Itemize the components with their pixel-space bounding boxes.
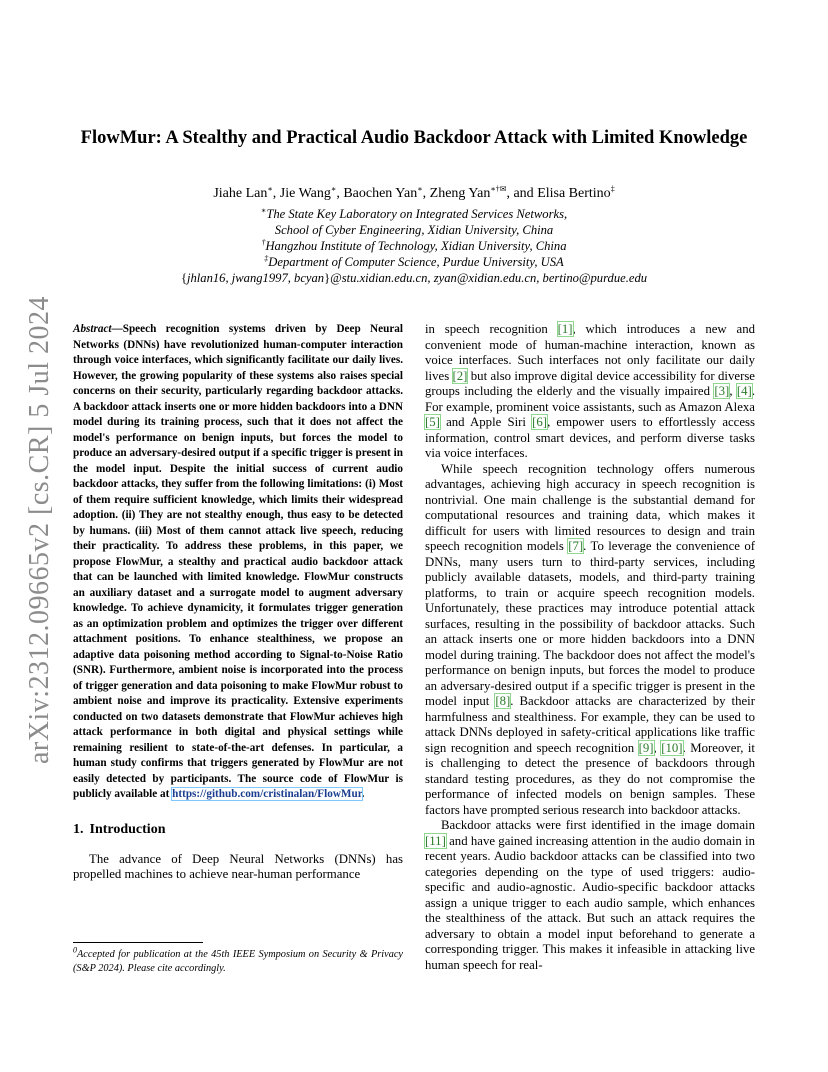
intro-paragraph-2: While speech recognition technology offers numerous advantages, achieving high accuracy in speech recognition is nontrivial. One main challenge is the substantial demand for computational resources and training data, which makes it difficult for users with limited resources to design and train speech recognition models [7]. To leverage the convenience of DNNs, many users turn to third-party services, including publicly available datasets, models, and third-party training platforms, to train or acquire speech recognition models. Unfortunately, these practices may introduce potential attack surfaces, resulting in the possibility of backdoor attacks. Such an attack inserts one or more hidden backdoors into a DNN model during training. The backdoor does not affect the model's performance on benign inputs, but forces the model to produce an adversary-desired output if a specific trigger is present in the model input [8]. Backdoor attacks are characterized by their harmfulness and stealthiness. For example, they can be used to attack DNNs deployed in safety-critical applications like traffic sign recognition and speech recognition [9], [10]. Moreover, it is challenging to detect the presence of backdoors through standard testing procedures, as they do not compromise the performance of infected models on benign samples. These factors have prompted serious research into backdoor attacks.	[425, 461, 755, 817]
section-number: 1.	[73, 821, 84, 837]
abstract-text: —Speech recognition systems driven by Deep Neural Networks (DNNs) have revolutionized human-computer interaction through voice interfaces, which significantly facilitate our daily lives. However, the growing popularity of these systems also raises special concerns on their security, particularly regarding backdoor attacks. A backdoor attack inserts one or more hidden backdoors into a DNN model during its training process, such that it does not affect the model's performance on benign inputs, but forces the model to produce an adversary-desired output if a specific trigger is present in the model input. Despite the initial success of current audio backdoor attacks, they suffer from the following limitations: (i) Most of them require sufficient knowledge, which limits their widespread adoption. (ii) They are not stealthy enough, thus easy to be detected by humans. (iii) Most of them cannot attack live speech, reducing their practicality. To address these problems, in this paper, we propose FlowMur, a stealthy and practical audio backdoor attack that can be launched with limited knowledge. FlowMur constructs an auxiliary dataset and a surrogate model to augment adversary knowledge. To achieve dynamicity, it formulates trigger generation as an optimization problem and optimizes the trigger over different attachment positions. To enhance stealthiness, we propose an adaptive data poisoning method according to Signal-to-Noise Ratio (SNR). Furthermore, ambient noise is incorporated into the process of trigger generation and data poisoning to make FlowMur robust to ambient noise and improve its practicality. Extensive experiments conducted on two datasets demonstrate that FlowMur achieves high attack performance in both digital and physical settings while remaining resilient to state-of-the-art defenses. In particular, a human study confirms that triggers generated by FlowMur are not easily detected by participants. The source code of FlowMur is publicly available at	[73, 323, 403, 800]
citation-link[interactable]: [3]	[714, 384, 730, 398]
affiliation-line: School of Cyber Engineering, Xidian University, China	[274, 223, 554, 237]
author-list: Jiahe Lan∗, Jie Wang∗, Baochen Yan∗, Zheng Yan∗†✉, and Elisa Bertino‡	[213, 184, 615, 201]
source-code-link[interactable]: https://github.com/cristinalan/FlowMur	[172, 788, 362, 800]
paper-title: FlowMur: A Stealthy and Practical Audio Backdoor Attack with Limited Knowledge	[80, 128, 748, 148]
citation-link[interactable]: [7]	[568, 539, 584, 553]
abstract-lead: Abstract	[73, 323, 112, 335]
author-name: Elisa Bertino	[537, 186, 611, 201]
citation-link[interactable]: [8]	[495, 694, 511, 708]
author-mark: ∗	[417, 184, 423, 194]
section-heading	[73, 822, 403, 838]
author-name: Jiahe Lan	[213, 186, 268, 201]
affiliations	[60, 206, 768, 286]
author-mark: ∗	[267, 184, 273, 194]
citation-link[interactable]: [1]	[557, 322, 573, 336]
left-column	[73, 322, 403, 883]
author-mark: ∗	[330, 184, 337, 194]
email-rest: zyan@xidian.edu.cn, bertino@purdue.edu	[433, 271, 648, 285]
citation-link[interactable]: [10]	[661, 740, 683, 755]
affiliation-line: ‡Department of Computer Science, Purdue University, USA	[264, 253, 564, 269]
section-title: Introduction	[89, 821, 166, 837]
author-name: Baochen Yan	[343, 186, 418, 201]
citation-link[interactable]: [2]	[452, 368, 468, 383]
abstract: Abstract—Speech recognition systems driven by Deep Neural Networks (DNNs) have revolutionized human-computer interaction through voice interfaces, which significantly facilitate our daily lives. However, the growing popularity of these systems also raises special concerns on their security, particularly regarding backdoor attacks. A backdoor attack inserts one or more hidden backdoors into a DNN model during its training process, such that it does not affect the model's performance on benign inputs, but forces the model to produce an adversary-desired output if a specific trigger is present in the model input. Despite the initial success of current audio backdoor attacks, they suffer from the following limitations: (i) Most of them require sufficient knowledge, which limits their widespread adoption. (ii) They are not stealthy enough, thus easy to be detected by humans. (iii) Most of them cannot attack live speech, reducing their practicality. To address these problems, in this paper, we propose FlowMur, a stealthy and practical audio backdoor attack that can be launched with limited knowledge. FlowMur constructs an auxiliary dataset and a surrogate model to augment adversary knowledge. To achieve dynamicity, it formulates trigger generation as an optimization problem and optimizes the trigger over different attachment positions. To enhance stealthiness, we propose an adaptive data poisoning method according to Signal-to-Noise Ratio (SNR). Furthermore, ambient noise is incorporated into the process of trigger generation and data poisoning to make FlowMur robust to ambient noise and improve its practicality. Extensive experiments conducted on two datasets demonstrate that FlowMur achieves high attack performance in both digital and physical settings while remaining resilient to state-of-the-art defenses. In particular, a human study confirms that triggers generated by FlowMur are not easily detected by participants. The source code of FlowMur is publicly available at https://github.com/cristinalan/FlowMur.	[73, 323, 403, 800]
intro-paragraph-1: in speech recognition [1], which introduces a new and convenient mode of human-machine interaction, known as voice interfaces. Such interfaces not only facilitate our daily lives [2] but also improve digital device accessibility for diverse groups including the elderly and the visually impaired [3], [4]. For example, prominent voice assistants, such as Amazon Alexa [5] and Apple Siri [6], empower users to effortlessly access information, control smart devices, and perform diverse tasks via voice interfaces.	[425, 322, 756, 460]
email-group: jhlan16, jwang1997, bcyan	[186, 271, 325, 285]
author-emails: {jhlan16, jwang1997, bcyan}@stu.xidian.edu.cn, zyan@xidian.edu.cn, bertino@purdue.edu	[180, 271, 648, 285]
author-mark: ‡	[610, 184, 615, 194]
email-group-domain: @stu.xidian.edu.cn,	[330, 271, 434, 285]
footnote-text: Accepted for publication at the 45th IEEE Symposium on Security & Privacy (S&P 2024). Please cite accordingly.	[73, 949, 403, 974]
affiliation-line: †Hangzhou Institute of Technology, Xidian University, China	[261, 237, 567, 253]
affiliation-line: ∗The State Key Laboratory on Integrated Services Networks,	[260, 205, 568, 221]
intro-paragraph-3: Backdoor attacks were first identified in the image domain [11] and have gained increasing attention in the audio domain in recent years. Audio backdoor attacks can be classified into two categories depending on the type of used triggers: audio-specific and audio-agnostic. Audio-specific backdoor attacks assign a unique trigger to each audio sample, which enhances the stealthiness of the attack. But such an attack requires the adversary to obtain a model input beforehand to generate a corresponding trigger. This makes it infeasible in attacking live human speech for real-	[425, 818, 755, 972]
citation-link[interactable]: [6]	[532, 415, 548, 429]
footnote-rule	[73, 942, 203, 943]
citation-link[interactable]: [11]	[425, 833, 446, 848]
right-column	[425, 322, 755, 973]
citation-link[interactable]: [4]	[736, 384, 752, 398]
author-mark: ∗†✉	[490, 184, 507, 194]
author-name: Zheng Yan	[429, 186, 491, 201]
footnote-mark: 0	[73, 945, 77, 955]
author-name: Jie Wang	[279, 186, 331, 201]
arxiv-sidebar	[20, 295, 60, 765]
citation-link[interactable]: [5]	[425, 415, 440, 429]
footnote	[73, 945, 403, 975]
arxiv-identifier: arXiv:2312.09665v2 [cs.CR] 5 Jul 2024	[24, 295, 55, 765]
intro-paragraph: The advance of Deep Neural Networks (DNNs) has propelled machines to achieve near-human performance	[73, 851, 403, 881]
citation-link[interactable]: [9]	[638, 740, 654, 755]
